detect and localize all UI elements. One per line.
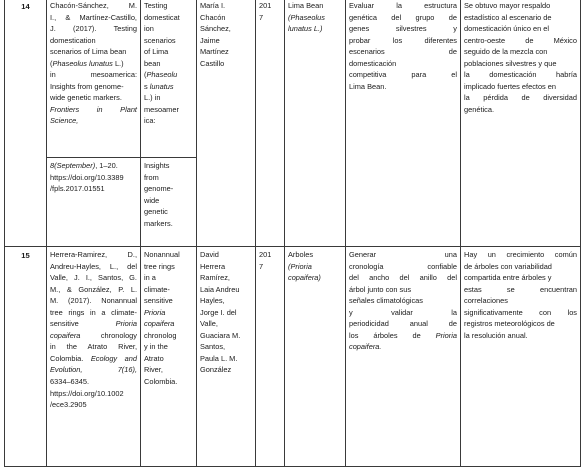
title-line: mesoamer <box>144 104 179 114</box>
title-line: y in the <box>144 342 168 352</box>
title-line: L.) in <box>144 93 161 103</box>
title-line: ica: <box>144 116 156 126</box>
species-cell <box>285 247 346 467</box>
literature-table <box>4 0 581 467</box>
result-line: significativamente con los <box>464 307 577 317</box>
title-line: Atrato <box>144 353 164 363</box>
result-line: estas se encuentran <box>464 284 577 294</box>
title-line: s lunatus <box>144 81 174 91</box>
reference-line: 8(September), 1–20. <box>50 161 118 170</box>
authors-line: Jaime <box>200 35 220 45</box>
authors-line: Paula L. M. <box>200 353 238 363</box>
title-line: Insights <box>144 161 170 170</box>
objective-line: genes silvestres y <box>349 24 457 34</box>
year-line: 201 <box>259 1 272 10</box>
authors-line: Laia Andreu <box>200 284 240 294</box>
reference-line: scenarios of Lima bean <box>50 47 127 57</box>
title-line: ion <box>144 24 154 34</box>
objective-line: del ancho del anillo del <box>349 273 457 283</box>
title-line: (Phaseolu <box>144 70 178 80</box>
authors-cell <box>197 0 256 247</box>
title-line: sensitive <box>144 296 173 306</box>
objective-line: Evaluar la estructura <box>349 1 457 10</box>
result-line: la pérdida de diversidad <box>464 93 577 103</box>
objective-line: escenarios de <box>349 47 457 57</box>
authors-cell <box>197 247 256 467</box>
title-line: bean <box>144 58 161 68</box>
title-line: wide <box>144 195 160 205</box>
objective-cell <box>346 247 461 467</box>
species-line: Arboles <box>288 250 314 259</box>
authors-line: Jorge I. del <box>200 307 237 317</box>
result-line: seguido de la mezcla con <box>464 47 548 57</box>
title-line: copaifera <box>144 319 175 329</box>
species-italic: lunatus L.) <box>288 24 323 34</box>
reference-line: Colombia. Ecology and <box>50 353 137 363</box>
title-cell <box>141 0 197 158</box>
authors-line: Sánchez, <box>200 24 231 34</box>
reference-line: wide genetic markers. <box>50 93 122 103</box>
result-cell <box>461 247 581 467</box>
species-line: (Phaseolus <box>288 12 325 22</box>
result-line: domesticación único en el <box>464 24 550 34</box>
species-line: Lima Bean <box>288 1 324 10</box>
objective-line: y validar la <box>349 307 457 317</box>
authors-line: Chacón <box>200 12 226 22</box>
result-line: genética. <box>464 104 494 114</box>
objective-line: Generar una <box>349 250 457 259</box>
authors-line: David <box>200 250 219 259</box>
objective-line: cronología confiable <box>349 261 457 271</box>
reference-line: M. (2017). Nonannual <box>50 296 137 306</box>
title-line: domesticat <box>144 12 180 22</box>
title-line: genetic <box>144 207 168 217</box>
objective-line: señales climatológicas <box>349 296 423 306</box>
authors-line: Hayles, <box>200 296 225 306</box>
title-line: climate- <box>144 284 170 294</box>
reference-line: sensitive Prioria <box>50 319 137 329</box>
reference-line: M., & González, P. L. <box>50 284 137 294</box>
objective-line: probar los diferentes <box>349 35 457 45</box>
title-line: tree rings <box>144 261 175 271</box>
reference-cell <box>47 0 141 158</box>
reference-line: Chacón-Sánchez, M. <box>50 1 137 10</box>
reference-cell <box>47 247 141 467</box>
year-line: 7 <box>259 12 264 22</box>
reference-line: https://doi.org/10.1002 <box>50 388 124 398</box>
result-line: Se obtuvo mayor respaldo <box>464 1 551 10</box>
title-line: River, <box>144 365 163 375</box>
authors-line: María I. <box>200 1 226 10</box>
reference-line: Insights from genome- <box>50 81 124 91</box>
reference-line: in the Atrato River, <box>50 342 137 352</box>
reference-cell-continued <box>47 158 141 247</box>
reference-line: /fpls.2017.01551 <box>50 184 105 194</box>
objective-line: domesticación <box>349 58 397 68</box>
result-line: la domesticación habría <box>464 70 577 80</box>
title-line: Colombia. <box>144 377 178 387</box>
table-row <box>5 247 581 467</box>
objective-line: genética del grupo de <box>349 12 457 22</box>
objective-line: Lima Bean. <box>349 81 387 91</box>
result-line: centro-oeste de México <box>464 35 577 45</box>
reference-line: Valle, J. I., Santos, G. <box>50 273 137 283</box>
result-line: Hay un crecimiento común <box>464 250 577 259</box>
reference-line: domestication <box>50 35 96 45</box>
reference-line: (Phaseolus lunatus L.) <box>50 58 124 68</box>
reference-line: 6334–6345. <box>50 377 90 387</box>
reference-line: Frontiers in Plant <box>50 104 137 114</box>
result-line: estadístico al escenario de <box>464 12 552 22</box>
authors-line: Castillo <box>200 58 225 68</box>
reference-line: in mesoamerica: <box>50 70 137 80</box>
year-line: 201 <box>259 250 272 259</box>
table-row <box>5 0 581 158</box>
title-line: in a <box>144 273 156 283</box>
authors-line: Guaciara M. <box>200 330 241 340</box>
reference-line: Andreu-Hayles, L., del <box>50 261 137 271</box>
authors-line: Herrera <box>200 261 226 271</box>
reference-line: copaifera chronology <box>50 330 137 340</box>
reference-line: I., & Martínez-Castillo, <box>50 12 137 22</box>
result-line: la resolución anual. <box>464 330 528 340</box>
result-line: de árboles con variabilidad <box>464 261 552 271</box>
title-line: Nonannual <box>144 250 180 259</box>
species-line <box>288 23 342 35</box>
title-line: of Lima <box>144 47 169 57</box>
objective-line: periodicidad anual de <box>349 319 457 329</box>
reference-line: /ece3.2905 <box>50 400 87 410</box>
reference-line: tree rings in a climate- <box>50 307 137 317</box>
reference-line: Herrera-Ramirez, D., <box>50 250 137 259</box>
objective-cell <box>346 0 461 247</box>
result-cell <box>461 0 581 247</box>
authors-line: Martínez <box>200 47 229 57</box>
reference-line: Science, <box>50 116 79 126</box>
authors-line: González <box>200 365 232 375</box>
authors-line: Santos, <box>200 342 226 352</box>
objective-line: copaifera. <box>349 342 382 352</box>
reference-line: J. (2017). Testing <box>50 24 137 34</box>
title-line: from <box>144 172 159 182</box>
result-line: poblaciones silvestres y que <box>464 58 557 68</box>
species-line: copaifera) <box>288 273 321 283</box>
row-number-cell: 15 <box>5 247 47 467</box>
authors-line: Ramírez, <box>200 273 230 283</box>
year-cell <box>256 0 285 247</box>
title-line: Prioria <box>144 307 166 317</box>
objective-line: los árboles de Prioria <box>349 330 457 340</box>
objective-line: árbol junto con sus <box>349 284 412 294</box>
title-cell-continued <box>141 158 197 247</box>
title-line: chronolog <box>144 330 177 340</box>
authors-line: Valle, <box>200 319 218 329</box>
result-line: compartida entre árboles y <box>464 273 552 283</box>
row-number-cell: 14 <box>5 0 47 247</box>
title-line: markers. <box>144 218 173 228</box>
year-line: 7 <box>259 261 264 271</box>
reference-line: Evolution, 7(16), <box>50 365 137 375</box>
reference-line: https://doi.org/10.3389 <box>50 172 124 182</box>
title-cell <box>141 247 197 467</box>
title-line: Testing <box>144 1 168 10</box>
objective-line: competitiva para el <box>349 70 457 80</box>
result-line: implicado fuertes efectos en <box>464 81 557 91</box>
species-line: (Prioria <box>288 261 312 271</box>
title-line: scenarios <box>144 35 176 45</box>
year-cell <box>256 247 285 467</box>
title-line: genome- <box>144 184 174 194</box>
result-line: correlaciones <box>464 296 508 306</box>
result-line: registros meteorológicos de <box>464 319 555 329</box>
species-cell <box>285 0 346 247</box>
